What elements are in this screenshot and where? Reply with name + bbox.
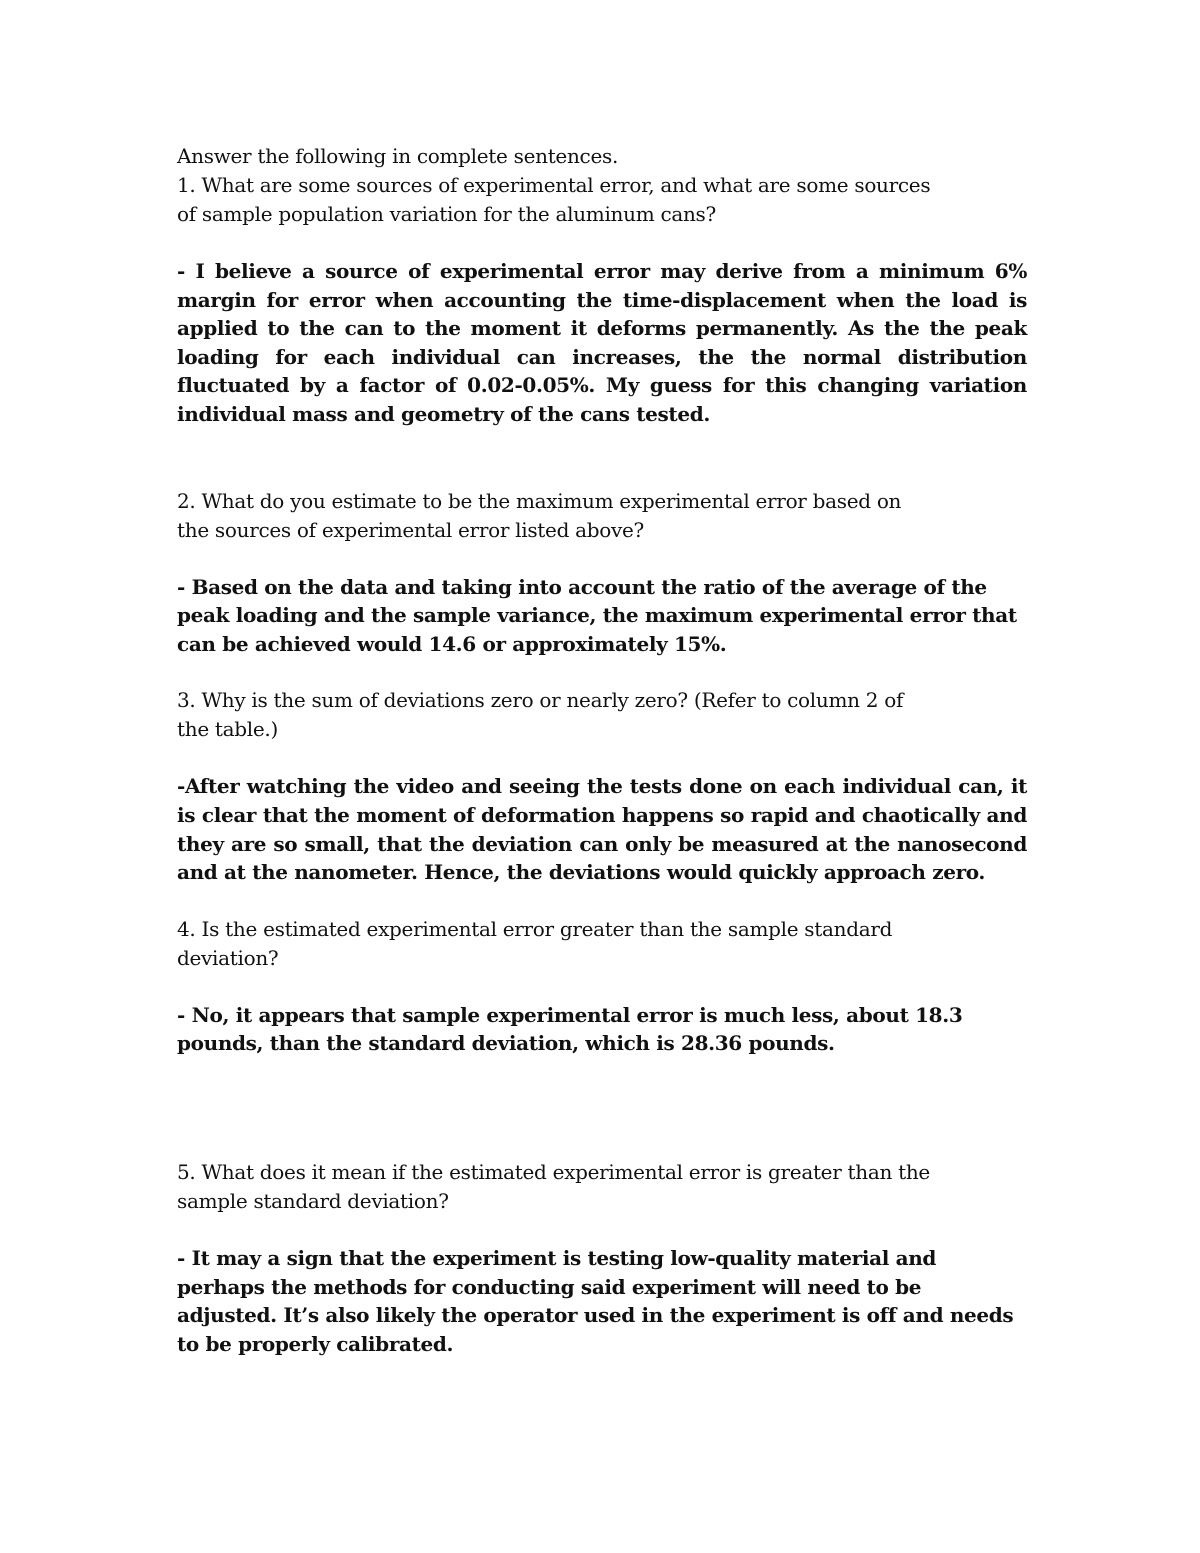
question-1-text-line-1: 1. What are some sources of experimental error, and what are some sources — [177, 173, 931, 197]
question-3 — [177, 686, 1027, 886]
instructions: Answer the following in complete sentences. — [177, 144, 619, 168]
document-page — [177, 142, 1027, 1358]
question-4 — [177, 915, 1027, 1058]
question-3-text-line-1: 3. Why is the sum of deviations zero or nearly zero? (Refer to column 2 of — [177, 688, 904, 713]
answer-5: - It may a sign that the experiment is testing low-quality material and perhaps the methods for conducting said experiment will need to be adjusted. It’s also likely the operator used in the experiment is off and needs to be properly calibrated. — [177, 1245, 1014, 1356]
question-5-text-line-2: sample standard deviation? — [177, 1188, 449, 1213]
question-1-text-line-2: of sample population variation for the aluminum cans? — [177, 202, 716, 226]
question-3-text-line-2: the table.) — [177, 717, 278, 742]
question-5 — [177, 1158, 1027, 1358]
question-5-text-line-1: 5. What does it mean if the estimated experimental error is greater than the — [177, 1159, 930, 1184]
question-2-text-line-2: the sources of experimental error listed above? — [177, 517, 644, 542]
question-2-text-line-1: 2. What do you estimate to be the maximum experimental error based on — [177, 488, 902, 513]
question-2 — [177, 487, 1027, 659]
question-4-text-line-1: 4. Is the estimated experimental error greater than the sample standard — [177, 916, 893, 941]
answer-1: - I believe a source of experimental error may derive from a minimum 6% margin for error when accounting the time-displacement when the load is applied to the can to the moment it deforms permanently. As the the peak loading for each individual can increases, the the normal distribution fluctuated by a factor of 0.02-0.05%. My guess for this changing variation individual mass and geometry of the cans tested. — [177, 259, 1027, 426]
answer-4: - No, it appears that sample experimental error is much less, about 18.3 pounds, than the standard deviation, which is 28.36 pounds. — [177, 1002, 963, 1056]
answer-3: -After watching the video and seeing the tests done on each individual can, it is clear that the moment of deformation happens so rapid and chaotically and they are so small, that the deviation can only be measured at the nanosecond and at the nanometer. Hence, the deviations would quickly approach zero. — [177, 774, 1027, 885]
question-1 — [177, 171, 1027, 429]
question-4-text-line-2: deviation? — [177, 945, 279, 970]
answer-2: - Based on the data and taking into account the ratio of the average of the peak loading and the sample variance, the maximum experimental error that can be achieved would 14.6 or approximately 15%. — [177, 574, 1017, 656]
